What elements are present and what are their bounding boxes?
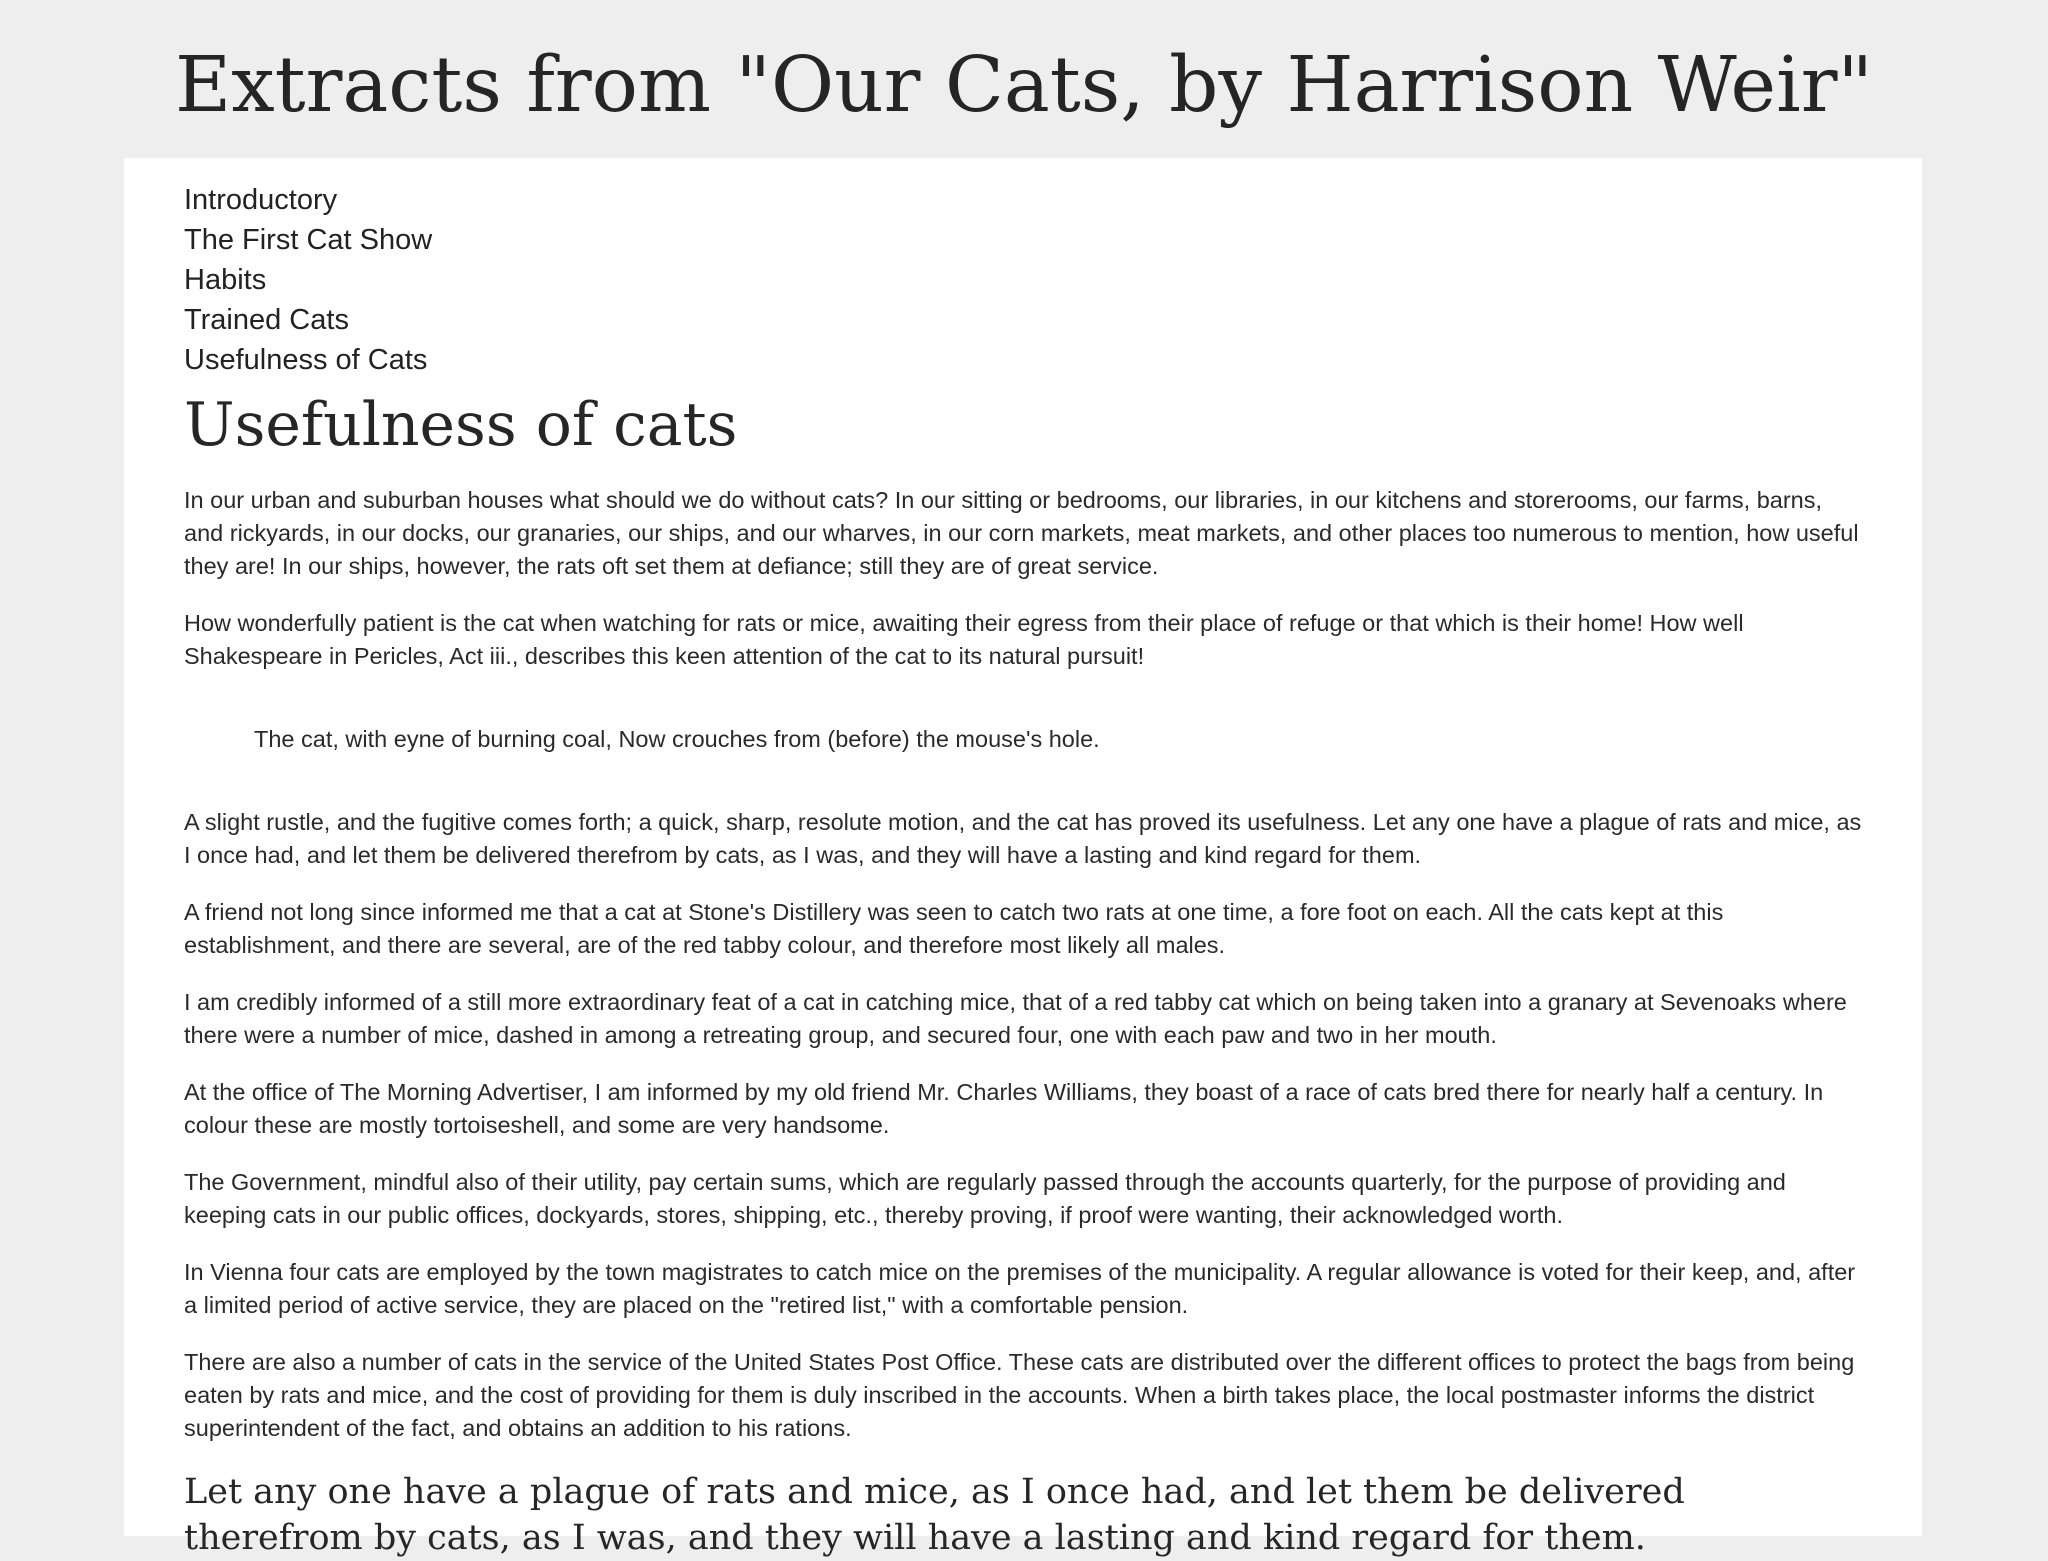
paragraph-4: A friend not long since informed me that a cat at Stone's Distillery was seen to catch two rats at one time, a fore foot on each. All the cats kept at this establishment, and there are several, are of the red tabby colour, and therefore most likely all males. bbox=[184, 899, 1724, 958]
nav-link-trained-cats[interactable]: Trained Cats bbox=[184, 304, 349, 336]
paragraph-2: How wonderfully patient is the cat when watching for rats or mice, awaiting their egress from their place of refuge or that which is their home! How well Shakespeare in Pericles, Act iii., describes this keen attention of the cat to its natural pursuit! bbox=[184, 610, 1744, 669]
pull-quote: Let any one have a plague of rats and mice, as I once had, and let them be delivered therefrom by cats, as I was, and they will have a lasting and kind regard for them. bbox=[184, 1472, 1685, 1558]
paragraph-7: The Government, mindful also of their utility, pay certain sums, which are regularly passed through the accounts quarterly, for the purpose of providing and keeping cats in our public offices, dockyards, stores, shipping, etc., thereby proving, if proof were wanting, their acknowledged worth. bbox=[184, 1169, 1786, 1228]
paragraph-6: At the office of The Morning Advertiser, I am informed by my old friend Mr. Charles Williams, they boast of a race of cats bred there for nearly half a century. In colour these are mostly tortoiseshell, and some are very handsome. bbox=[184, 1079, 1824, 1138]
nav-link-habits[interactable]: Habits bbox=[184, 264, 267, 296]
paragraph-9: There are also a number of cats in the service of the United States Post Office. These cats are distributed over the different offices to protect the bags from being eaten by rats and mice, and the cost of providing for them is duly inscribed in the accounts. When a birth takes place, the local postmaster informs the district superintendent of the fact, and obtains an addition to his rations. bbox=[184, 1349, 1855, 1441]
nav-link-introductory[interactable]: Introductory bbox=[184, 184, 338, 216]
content-panel bbox=[124, 158, 1922, 1558]
page-title: Extracts from "Our Cats, by Harrison Weir" bbox=[175, 41, 1873, 130]
nav-link-first-cat-show[interactable]: The First Cat Show bbox=[184, 224, 433, 256]
section-heading: Usefulness of cats bbox=[184, 390, 738, 460]
nav-link-usefulness-of-cats[interactable]: Usefulness of Cats bbox=[184, 344, 428, 376]
paragraph-8: In Vienna four cats are employed by the town magistrates to catch mice on the premises of the municipality. A regular allowance is voted for their keep, and, after a limited period of active service, they are placed on the "retired list," with a comfortable pension. bbox=[184, 1259, 1856, 1318]
paragraph-1: In our urban and suburban houses what should we do without cats? In our sitting or bedrooms, our libraries, in our kitchens and storerooms, our farms, barns, and rickyards, in our docks, our granaries, our ships, and our wharves, in our corn markets, meat markets, and other places too numerous to mention, how useful they are! In our ships, however, the rats oft set them at defiance; still they are of great service. bbox=[184, 487, 1859, 579]
paragraph-5: I am credibly informed of a still more extraordinary feat of a cat in catching mice, that of a red tabby cat which on being taken into a granary at Sevenoaks where there were a number of mice, dashed in among a retreating group, and secured four, one with each paw and two in her mouth. bbox=[184, 989, 1847, 1048]
table-of-contents bbox=[184, 180, 1862, 380]
blockquote: The cat, with eyne of burning coal, Now crouches from (before) the mouse's hole. bbox=[254, 726, 1100, 752]
paragraph-3: A slight rustle, and the fugitive comes forth; a quick, sharp, resolute motion, and the cat has proved its usefulness. Let any one have a plague of rats and mice, as I once had, and let them be delivered therefrom by cats, as I was, and they will have a lasting and kind regard for them. bbox=[184, 809, 1862, 868]
